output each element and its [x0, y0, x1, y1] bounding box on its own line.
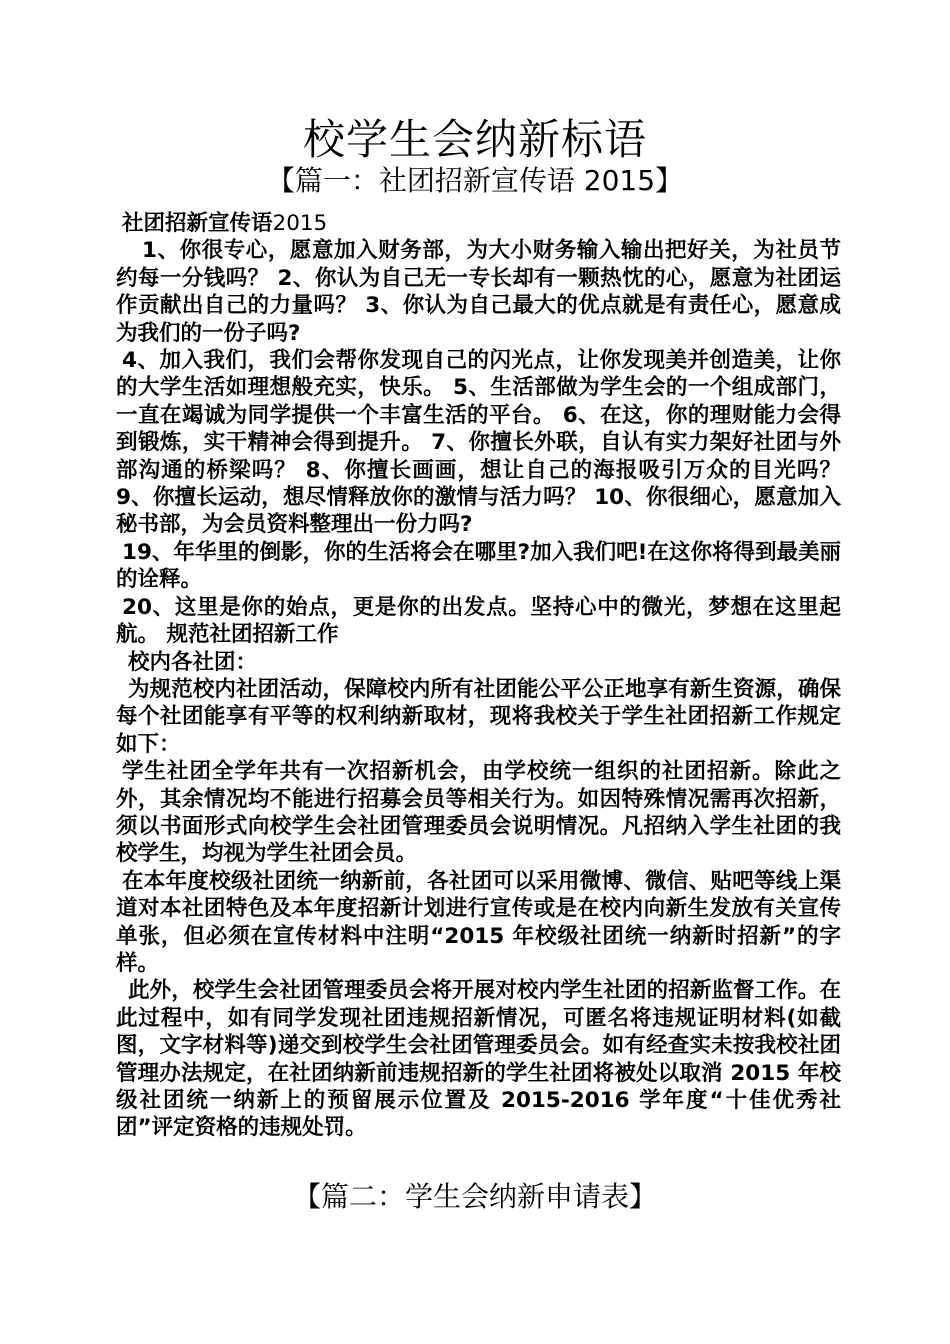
- paragraph: 在本年度校级社团统一纳新前，各社团可以采用微博、微信、贴吧等线上渠道对本社团特色及本年度招新计划进行宣传或是在校内向新生发放有关宣传单张，但必须在宣传材料中注明“2015 年校级社团统一纳新时招新”的字样。: [116, 868, 841, 976]
- document-title: 校学生会纳新标语: [302, 115, 647, 164]
- section-heading-2: 【篇二：学生会纳新申请表】: [292, 1180, 657, 1213]
- paragraph: 学生社团全学年共有一次招新机会，由学校统一组织的社团招新。除此之外，其余情况均不能进行招募会员等相关行为。如因特殊情况需再次招新，须以书面形式向校学生会社团管理委员会说明情况。凡招纳入学生社团的我校学生，均视为学生社团会员。: [116, 759, 841, 867]
- paragraph: 19、年华里的倒影，你的生活将会在哪里?加入我们吧!在这你将得到最美丽的诠释。: [116, 539, 841, 593]
- paragraph: 为规范校内社团活动，保障校内所有社团能公平公正地享有新生资源，确保每个社团能享有平等的权利纳新取材，现将我校关于学生社团招新工作规定如下：: [116, 676, 841, 757]
- section-heading-1: 【篇一：社团招新宣传语 2015】: [266, 164, 684, 197]
- paragraph: 20、这里是你的始点，更是你的出发点。坚持心中的微光，梦想在这里起航。 规范社团招新工作: [116, 594, 841, 648]
- paragraph: 1、你很专心，愿意加入财务部，为大小财务输入输出把好关，为社员节约每一分钱吗？ 2、你认为自己无一专长却有一颗热忱的心，愿意为社团运作贡献出自己的力量吗？ 3、你认为自己最大的优点就是有责任心，愿意成为我们的一份子吗?: [116, 238, 841, 346]
- paragraph: 此外，校学生会社团管理委员会将开展对校内学生社团的招新监督工作。在此过程中，如有同学发现社团违规招新情况，可匿名将违规证明材料(如截图，文字材料等)递交到校学生会社团管理委员会。如有经查实未按我校社团管理办法规定，在社团纳新前违规招新的学生社团将被处以取消 2015 年校级社团统一纳新上的预留展示位置及 2015-2016 学年度“十佳优秀社团”评定资格的违规处罚。: [116, 978, 841, 1141]
- paragraph: 4、加入我们，我们会帮你发现自己的闪光点，让你发现美并创造美，让你的大学生活如理想般充实，快乐。 5、生活部做为学生会的一个组成部门，一直在竭诚为同学提供一个丰富生活的平台。 6、在这，你的理财能力会得到锻炼，实干精神会得到提升。 7、你擅长外联，自认有实力架好社团与外部沟通的桥梁吗？ 8、你擅长画画，想让自己的海报吸引万众的目光吗？ 9、你擅长运动，想尽情释放你的激情与活力吗？ 10、你很细心，愿意加入秘书部，为会员资料整理出一份力吗?: [116, 348, 841, 538]
- subheading-year: 2015: [272, 211, 328, 236]
- document-body: [116, 210, 841, 1142]
- paragraph: 校内各社团：: [128, 649, 258, 675]
- subheading-text: 社团招新宣传语: [122, 211, 273, 236]
- subheading: [116, 210, 841, 237]
